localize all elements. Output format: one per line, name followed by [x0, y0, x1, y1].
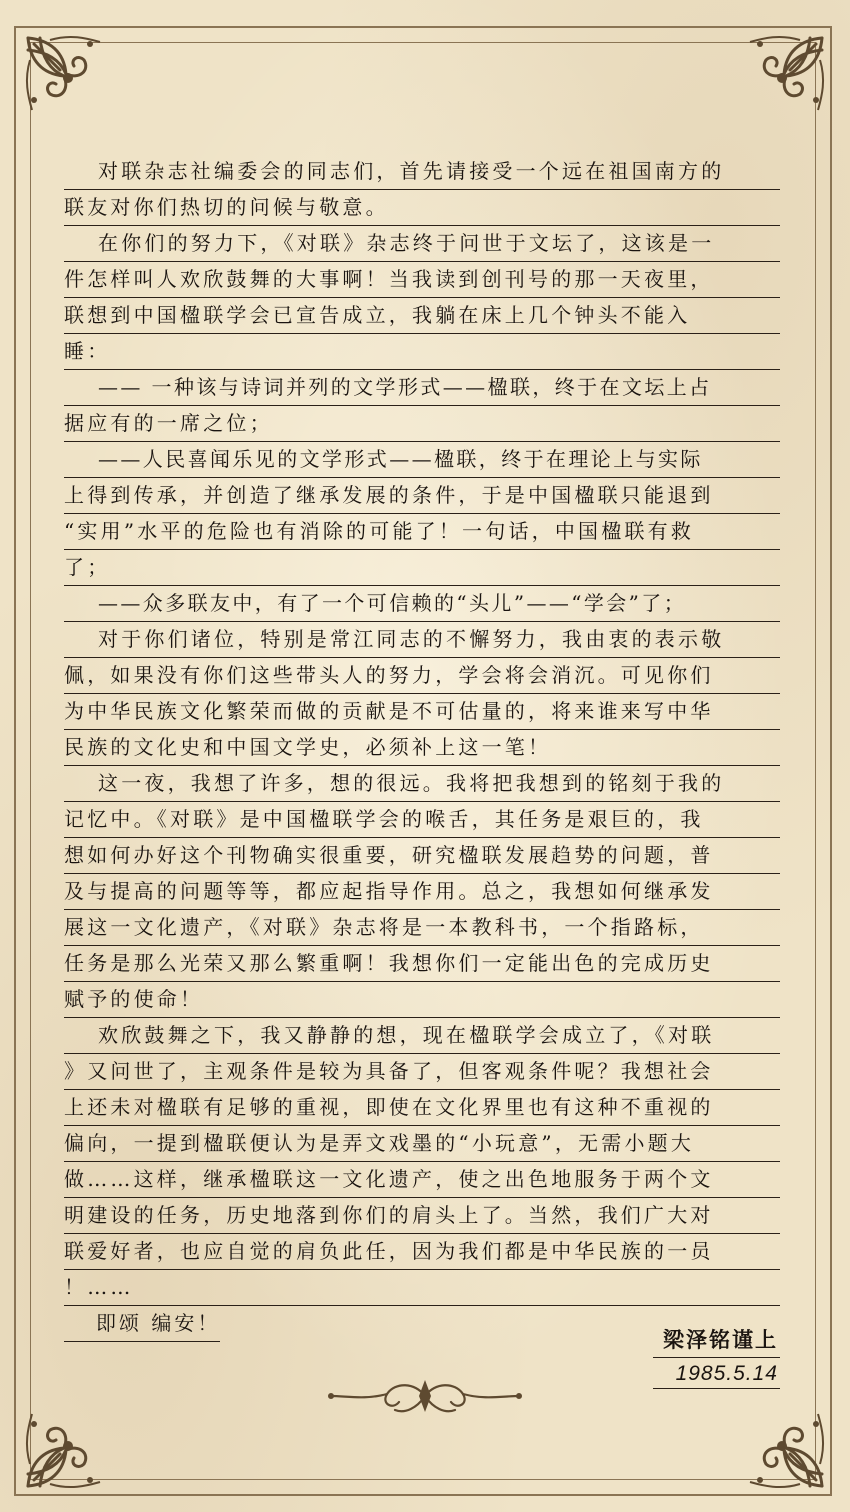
signature-block — [653, 1322, 780, 1389]
letter-line: 上还未对楹联有足够的重视，即使在文化界里也有这种不重视的 — [64, 1090, 780, 1126]
letter-line: 偏向，一提到楹联便认为是弄文戏墨的“小玩意”，无需小题大 — [64, 1126, 780, 1162]
letter-line: 》又问世了，主观条件是较为具备了，但客观条件呢？我想社会 — [64, 1054, 780, 1090]
closing-line: 即颂 编安！ — [64, 1306, 220, 1342]
letter-paragraph — [64, 586, 780, 622]
signature-name: 梁泽铭谨上 — [653, 1322, 780, 1358]
letter-line: “实用”水平的危险也有消除的可能了！一句话，中国楹联有救 — [64, 514, 780, 550]
letter-line: 上得到传承，并创造了继承发展的条件，于是中国楹联只能退到 — [64, 478, 780, 514]
letter-line: 任务是那么光荣又那么繁重啊！我想你们一定能出色的完成历史 — [64, 946, 780, 982]
letter-paragraph — [64, 622, 780, 766]
letter-paragraph — [64, 766, 780, 1018]
corner-flourish-icon — [734, 1398, 830, 1494]
letter-line: —— 一种该与诗词并列的文学形式——楹联，终于在文坛上占 — [64, 370, 780, 406]
letter-paragraph — [64, 1018, 780, 1306]
letter-line: 及与提高的问题等等，都应起指导作用。总之，我想如何继承发 — [64, 874, 780, 910]
letter-line: 联爱好者，也应自觉的肩负此任，因为我们都是中华民族的一员 — [64, 1234, 780, 1270]
bottom-scroll-ornament-icon — [325, 1374, 525, 1418]
letter-line: 睡： — [64, 334, 780, 370]
letter-paragraph — [64, 226, 780, 370]
letter-line: 想如何办好这个刊物确实很重要，研究楹联发展趋势的问题，普 — [64, 838, 780, 874]
corner-flourish-icon — [734, 30, 830, 126]
letter-line: 对联杂志社编委会的同志们，首先请接受一个远在祖国南方的 — [64, 154, 780, 190]
letter-paragraph — [64, 154, 780, 226]
corner-flourish-icon — [20, 1398, 116, 1494]
signature-date: 1985.5.14 — [653, 1362, 780, 1389]
letter-line: 了； — [64, 550, 780, 586]
letter-paragraph — [64, 442, 780, 586]
corner-flourish-icon — [20, 30, 116, 126]
letter-line: 民族的文化史和中国文学史，必须补上这一笔！ — [64, 730, 780, 766]
letter-line: 对于你们诸位，特别是常江同志的不懈努力，我由衷的表示敬 — [64, 622, 780, 658]
letter-line: 欢欣鼓舞之下，我又静静的想，现在楹联学会成立了，《对联 — [64, 1018, 780, 1054]
letter-line: 件怎样叫人欢欣鼓舞的大事啊！当我读到创刊号的那一天夜里， — [64, 262, 780, 298]
letter-line: 联想到中国楹联学会已宣告成立，我躺在床上几个钟头不能入 — [64, 298, 780, 334]
letter-line: 在你们的努力下，《对联》杂志终于问世于文坛了，这该是一 — [64, 226, 780, 262]
letter-line: 记忆中。《对联》是中国楹联学会的喉舌，其任务是艰巨的，我 — [64, 802, 780, 838]
letter-line: 这一夜，我想了许多，想的很远。我将把我想到的铭刻于我的 — [64, 766, 780, 802]
letter-line: 为中华民族文化繁荣而做的贡献是不可估量的，将来谁来写中华 — [64, 694, 780, 730]
letter-line: 做……这样，继承楹联这一文化遗产，使之出色地服务于两个文 — [64, 1162, 780, 1198]
letter-line: ！…… — [64, 1270, 780, 1306]
letter-line: ——众多联友中，有了一个可信赖的“头儿”——“学会”了； — [64, 586, 780, 622]
letter-body — [64, 154, 780, 1342]
letter-line: 联友对你们热切的问候与敬意。 — [64, 190, 780, 226]
letter-line: 展这一文化遗产，《对联》杂志将是一本教科书，一个指路标， — [64, 910, 780, 946]
letter-line: 赋予的使命！ — [64, 982, 780, 1018]
letter-line: 佩，如果没有你们这些带头人的努力，学会将会消沉。可见你们 — [64, 658, 780, 694]
letter-paragraph — [64, 370, 780, 442]
letter-line: ——人民喜闻乐见的文学形式——楹联，终于在理论上与实际 — [64, 442, 780, 478]
letter-line: 据应有的一席之位； — [64, 406, 780, 442]
letter-line: 明建设的任务，历史地落到你们的肩头上了。当然，我们广大对 — [64, 1198, 780, 1234]
